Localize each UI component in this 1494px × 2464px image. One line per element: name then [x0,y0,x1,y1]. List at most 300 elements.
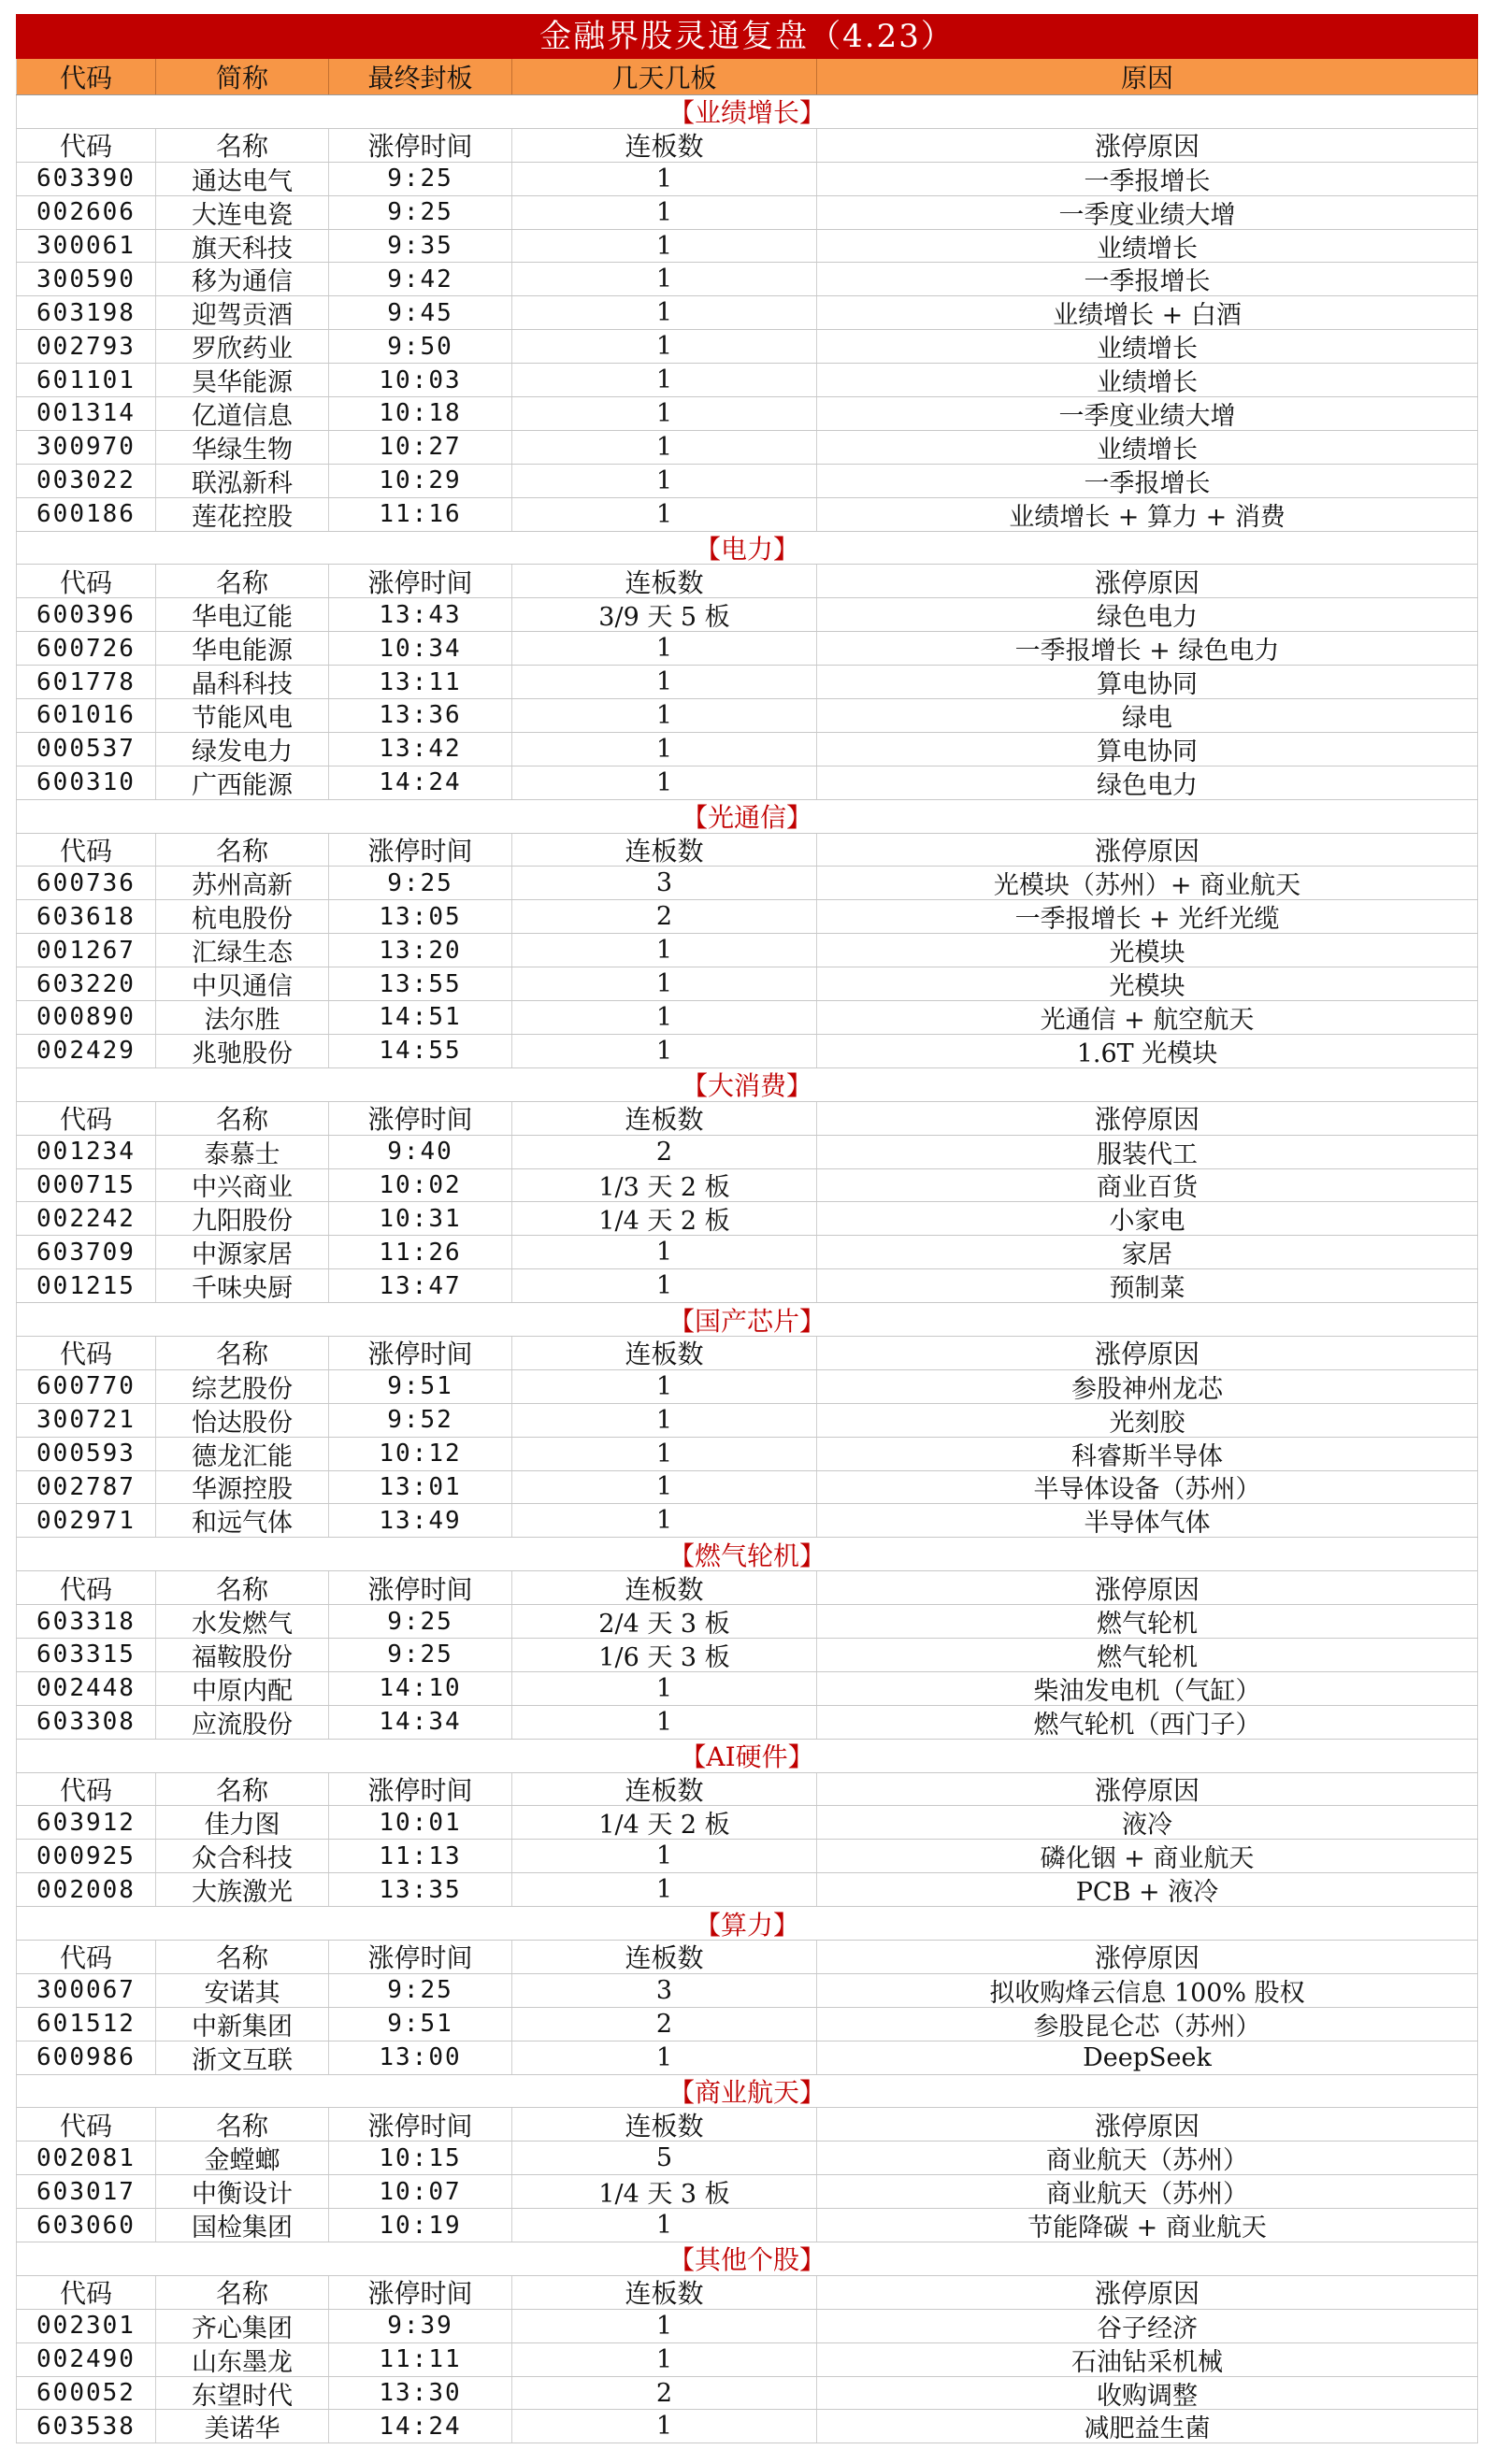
cell-reason: 一季度业绩大增 [817,397,1478,430]
cell-code: 002301 [16,2310,156,2342]
cell-reason: 一季报增长 + 绿色电力 [817,632,1478,665]
cell-limit-time: 13:35 [329,1873,512,1906]
section-title: 【其他个股】 [16,2242,1478,2276]
cell-board-count: 1 [512,2410,817,2443]
table-row [16,1370,1478,1404]
cell-code: 603390 [16,163,156,195]
subheader-board-count: 连板数 [512,1773,817,1806]
cell-code: 603538 [16,2410,156,2443]
cell-code: 000890 [16,1001,156,1034]
cell-code: 002008 [16,1873,156,1906]
cell-reason: 绿电 [817,699,1478,732]
section-subheader-row [16,1102,1478,1136]
subheader-reason: 涨停原因 [817,1571,1478,1604]
cell-reason: 绿色电力 [817,598,1478,631]
cell-reason: 算电协同 [817,733,1478,766]
cell-limit-time: 14:24 [329,2410,512,2443]
subheader-board-count: 连板数 [512,834,817,867]
cell-name: 绿发电力 [156,733,329,766]
cell-name: 中源家居 [156,1236,329,1268]
cell-limit-time: 11:16 [329,498,512,531]
subheader-reason: 涨停原因 [817,2108,1478,2141]
cell-code: 603308 [16,1706,156,1739]
cell-reason: 参股昆仑芯（苏州） [817,2008,1478,2041]
cell-board-count: 1 [512,1236,817,1268]
table-row [16,1001,1478,1035]
cell-code: 001267 [16,934,156,967]
cell-code: 603315 [16,1639,156,1671]
cell-limit-time: 9:25 [329,163,512,195]
subheader-board-count: 连板数 [512,1102,817,1135]
table-row [16,2410,1478,2443]
table-row [16,2377,1478,2411]
table-row [16,1706,1478,1740]
subheader-board-count: 连板数 [512,1571,817,1604]
cell-reason: 商业航天（苏州） [817,2142,1478,2174]
cell-reason: 科睿斯半导体 [817,1438,1478,1470]
table-row [16,230,1478,264]
cell-name: 通达电气 [156,163,329,195]
cell-board-count: 1 [512,163,817,195]
cell-reason: 绿色电力 [817,766,1478,799]
table-row [16,263,1478,296]
section-subheader-row [16,1773,1478,1807]
cell-limit-time: 9:51 [329,1370,512,1403]
cell-board-count: 1 [512,196,817,229]
table-row [16,2343,1478,2377]
subheader-name: 名称 [156,129,329,162]
subheader-limit-time: 涨停时间 [329,1337,512,1369]
cell-name: 齐心集团 [156,2310,329,2342]
subheader-code: 代码 [16,1941,156,1973]
cell-board-count: 1 [512,1471,817,1504]
cell-name: 佳力图 [156,1806,329,1839]
cell-code: 002787 [16,1471,156,1504]
cell-limit-time: 14:55 [329,1035,512,1067]
cell-reason: 1.6T 光模块 [817,1035,1478,1067]
cell-limit-time: 9:40 [329,1136,512,1168]
subheader-limit-time: 涨停时间 [329,2276,512,2309]
cell-limit-time: 13:55 [329,967,512,1000]
cell-code: 300590 [16,263,156,295]
cell-board-count: 1 [512,263,817,295]
subheader-board-count: 连板数 [512,2276,817,2309]
cell-name: 大连电瓷 [156,196,329,229]
cell-limit-time: 13:05 [329,900,512,933]
cell-board-count: 3 [512,867,817,899]
cell-name: 华电辽能 [156,598,329,631]
cell-board-count: 2 [512,1136,817,1168]
subheader-reason: 涨停原因 [817,1337,1478,1369]
cell-board-count: 1 [512,397,817,430]
cell-reason: 业绩增长 + 白酒 [817,296,1478,329]
cell-code: 001234 [16,1136,156,1168]
cell-name: 东望时代 [156,2377,329,2410]
cell-name: 应流股份 [156,1706,329,1739]
column-header-row [16,59,1478,95]
cell-limit-time: 10:27 [329,431,512,464]
cell-name: 莲花控股 [156,498,329,531]
cell-code: 603318 [16,1605,156,1638]
cell-name: 千味央厨 [156,1269,329,1302]
cell-limit-time: 9:51 [329,2008,512,2041]
cell-board-count: 1 [512,1706,817,1739]
cell-code: 603198 [16,296,156,329]
section-title: 【国产芯片】 [16,1303,1478,1337]
cell-name: 罗欣药业 [156,330,329,363]
cell-limit-time: 9:35 [329,230,512,263]
table-row [16,2209,1478,2242]
subheader-board-count: 连板数 [512,1337,817,1369]
cell-name: 山东墨龙 [156,2343,329,2376]
subheader-limit-time: 涨停时间 [329,1102,512,1135]
cell-board-count: 1 [512,2209,817,2242]
cell-name: 中贝通信 [156,967,329,1000]
subheader-code: 代码 [16,1337,156,1369]
cell-board-count: 1 [512,364,817,396]
cell-name: 华电能源 [156,632,329,665]
cell-limit-time: 10:03 [329,364,512,396]
cell-limit-time: 14:24 [329,766,512,799]
cell-limit-time: 9:25 [329,1639,512,1671]
cell-board-count: 1/6 天 3 板 [512,1639,817,1671]
cell-code: 002429 [16,1035,156,1067]
column-header-final-seal: 最终封板 [329,59,512,94]
cell-code: 601101 [16,364,156,396]
table-row [16,1136,1478,1169]
cell-reason: 燃气轮机 [817,1605,1478,1638]
cell-limit-time: 9:50 [329,330,512,363]
cell-name: 浙文互联 [156,2041,329,2074]
subheader-name: 名称 [156,1571,329,1604]
cell-reason: 半导体设备（苏州） [817,1471,1478,1504]
cell-board-count: 5 [512,2142,817,2174]
cell-name: 金螳螂 [156,2142,329,2174]
table-row [16,431,1478,465]
cell-code: 000537 [16,733,156,766]
section-subheader-row [16,2276,1478,2310]
cell-limit-time: 10:02 [329,1169,512,1202]
section-title: 【光通信】 [16,800,1478,834]
cell-limit-time: 14:10 [329,1672,512,1705]
cell-board-count: 1 [512,766,817,799]
section-subheader-row [16,1571,1478,1605]
table-row [16,1974,1478,2008]
cell-limit-time: 13:20 [329,934,512,967]
cell-limit-time: 10:34 [329,632,512,665]
table-row [16,1202,1478,1236]
cell-board-count: 1 [512,296,817,329]
cell-name: 中兴商业 [156,1169,329,1202]
cell-reason: 半导体气体 [817,1504,1478,1537]
cell-code: 300067 [16,1974,156,2007]
cell-code: 601016 [16,699,156,732]
table-row [16,632,1478,666]
subheader-limit-time: 涨停时间 [329,1773,512,1806]
cell-limit-time: 9:25 [329,1974,512,2007]
cell-code: 603220 [16,967,156,1000]
subheader-limit-time: 涨停时间 [329,565,512,597]
table-row [16,967,1478,1001]
subheader-reason: 涨停原因 [817,1941,1478,1973]
cell-code: 002793 [16,330,156,363]
cell-board-count: 3/9 天 5 板 [512,598,817,631]
subheader-name: 名称 [156,1102,329,1135]
table-row [16,1605,1478,1639]
cell-reason: 光通信 + 航空航天 [817,1001,1478,1034]
cell-name: 国检集团 [156,2209,329,2242]
subheader-name: 名称 [156,1941,329,1973]
table-row [16,1672,1478,1706]
cell-name: 杭电股份 [156,900,329,933]
subheader-name: 名称 [156,834,329,867]
table-row [16,1840,1478,1873]
cell-name: 和远气体 [156,1504,329,1537]
table-row [16,296,1478,330]
cell-name: 大族激光 [156,1873,329,1906]
subheader-name: 名称 [156,1773,329,1806]
subheader-code: 代码 [16,1773,156,1806]
table-row [16,1438,1478,1471]
cell-code: 002971 [16,1504,156,1537]
cell-limit-time: 11:26 [329,1236,512,1268]
cell-board-count: 2 [512,2377,817,2410]
cell-limit-time: 10:01 [329,1806,512,1839]
cell-name: 安诺其 [156,1974,329,2007]
cell-board-count: 1 [512,1672,817,1705]
cell-limit-time: 9:25 [329,1605,512,1638]
section-title: 【商业航天】 [16,2075,1478,2109]
cell-reason: 光模块 [817,967,1478,1000]
sheet-title: 金融界股灵通复盘（4.23） [16,14,1478,59]
cell-reason: 家居 [817,1236,1478,1268]
table-row [16,2008,1478,2041]
cell-board-count: 2 [512,900,817,933]
cell-limit-time: 13:43 [329,598,512,631]
cell-code: 603060 [16,2209,156,2242]
cell-limit-time: 11:13 [329,1840,512,1872]
cell-board-count: 2 [512,2008,817,2041]
subheader-limit-time: 涨停时间 [329,1941,512,1973]
cell-limit-time: 9:25 [329,196,512,229]
table-row [16,1236,1478,1269]
cell-board-count: 1/3 天 2 板 [512,1169,817,1202]
section-subheader-row [16,129,1478,163]
subheader-limit-time: 涨停时间 [329,1571,512,1604]
subheader-board-count: 连板数 [512,129,817,162]
cell-board-count: 1 [512,431,817,464]
cell-board-count: 1 [512,632,817,665]
subheader-reason: 涨停原因 [817,1102,1478,1135]
cell-board-count: 1 [512,699,817,732]
subheader-reason: 涨停原因 [817,834,1478,867]
section-title: 【电力】 [16,532,1478,566]
cell-board-count: 1 [512,330,817,363]
section-subheader-row [16,1941,1478,1974]
table-row [16,1806,1478,1840]
cell-limit-time: 10:18 [329,397,512,430]
cell-code: 600310 [16,766,156,799]
section-title: 【AI硬件】 [16,1740,1478,1773]
cell-name: 中新集团 [156,2008,329,2041]
cell-limit-time: 9:45 [329,296,512,329]
cell-reason: 预制菜 [817,1269,1478,1302]
cell-board-count: 1/4 天 3 板 [512,2175,817,2208]
cell-code: 600186 [16,498,156,531]
table-row [16,766,1478,800]
review-sheet [16,14,1478,2443]
cell-board-count: 1 [512,1438,817,1470]
cell-code: 603618 [16,900,156,933]
cell-code: 600986 [16,2041,156,2074]
cell-limit-time: 14:51 [329,1001,512,1034]
subheader-name: 名称 [156,1337,329,1369]
column-header-code: 代码 [16,59,156,94]
cell-limit-time: 13:00 [329,2041,512,2074]
cell-reason: 业绩增长 + 算力 + 消费 [817,498,1478,531]
cell-reason: 业绩增长 [817,431,1478,464]
cell-limit-time: 10:19 [329,2209,512,2242]
cell-reason: 谷子经济 [817,2310,1478,2342]
cell-reason: 收购调整 [817,2377,1478,2410]
subheader-reason: 涨停原因 [817,565,1478,597]
table-row [16,196,1478,230]
table-row [16,2041,1478,2075]
cell-name: 移为通信 [156,263,329,295]
cell-name: 中原内配 [156,1672,329,1705]
cell-reason: 光刻胶 [817,1404,1478,1437]
cell-reason: 算电协同 [817,666,1478,698]
cell-reason: 业绩增长 [817,230,1478,263]
cell-code: 600736 [16,867,156,899]
cell-code: 002490 [16,2343,156,2376]
cell-limit-time: 13:49 [329,1504,512,1537]
cell-reason: 石油钻采机械 [817,2343,1478,2376]
subheader-board-count: 连板数 [512,565,817,597]
cell-reason: 业绩增长 [817,364,1478,396]
cell-limit-time: 10:12 [329,1438,512,1470]
cell-board-count: 1/4 天 2 板 [512,1806,817,1839]
cell-name: 九阳股份 [156,1202,329,1235]
cell-code: 600052 [16,2377,156,2410]
table-row [16,900,1478,934]
table-row [16,465,1478,498]
table-row [16,867,1478,900]
cell-code: 603017 [16,2175,156,2208]
cell-reason: 燃气轮机（西门子） [817,1706,1478,1739]
cell-board-count: 1 [512,498,817,531]
cell-limit-time: 9:52 [329,1404,512,1437]
cell-reason: 燃气轮机 [817,1639,1478,1671]
cell-reason: DeepSeek [817,2041,1478,2074]
section-subheader-row [16,565,1478,598]
cell-code: 002081 [16,2142,156,2174]
cell-name: 华源控股 [156,1471,329,1504]
cell-board-count: 1 [512,1269,817,1302]
table-row [16,2142,1478,2175]
subheader-name: 名称 [156,2108,329,2141]
cell-code: 300061 [16,230,156,263]
cell-limit-time: 13:30 [329,2377,512,2410]
table-row [16,666,1478,699]
cell-code: 001314 [16,397,156,430]
cell-reason: PCB + 液冷 [817,1873,1478,1906]
cell-limit-time: 10:31 [329,1202,512,1235]
cell-reason: 一季报增长 + 光纤光缆 [817,900,1478,933]
subheader-code: 代码 [16,1102,156,1135]
cell-board-count: 2/4 天 3 板 [512,1605,817,1638]
cell-code: 002242 [16,1202,156,1235]
subheader-reason: 涨停原因 [817,2276,1478,2309]
cell-reason: 一季报增长 [817,263,1478,295]
section-title: 【燃气轮机】 [16,1538,1478,1571]
cell-code: 603709 [16,1236,156,1268]
cell-limit-time: 11:11 [329,2343,512,2376]
cell-board-count: 1 [512,1001,817,1034]
cell-limit-time: 14:34 [329,1706,512,1739]
cell-limit-time: 13:47 [329,1269,512,1302]
cell-limit-time: 9:42 [329,263,512,295]
cell-code: 003022 [16,465,156,497]
cell-limit-time: 13:01 [329,1471,512,1504]
cell-limit-time: 13:42 [329,733,512,766]
cell-board-count: 1 [512,1404,817,1437]
table-row [16,2310,1478,2343]
subheader-board-count: 连板数 [512,1941,817,1973]
cell-name: 亿道信息 [156,397,329,430]
cell-board-count: 1 [512,2310,817,2342]
table-row [16,1035,1478,1068]
subheader-code: 代码 [16,129,156,162]
cell-board-count: 1 [512,2343,817,2376]
table-row [16,330,1478,364]
cell-name: 德龙汇能 [156,1438,329,1470]
column-header-boards: 几天几板 [512,59,817,94]
table-row [16,1504,1478,1538]
subheader-code: 代码 [16,2276,156,2309]
cell-reason: 商业航天（苏州） [817,2175,1478,2208]
subheader-code: 代码 [16,1571,156,1604]
cell-name: 综艺股份 [156,1370,329,1403]
table-row [16,397,1478,431]
cell-board-count: 1 [512,967,817,1000]
cell-reason: 柴油发电机（气缸） [817,1672,1478,1705]
cell-code: 000593 [16,1438,156,1470]
table-row [16,699,1478,733]
cell-name: 华绿生物 [156,431,329,464]
table-row [16,934,1478,967]
table-row [16,364,1478,397]
cell-code: 600396 [16,598,156,631]
cell-name: 联泓新科 [156,465,329,497]
cell-code: 601512 [16,2008,156,2041]
cell-reason: 一季报增长 [817,163,1478,195]
subheader-name: 名称 [156,565,329,597]
section-subheader-row [16,2108,1478,2142]
subheader-limit-time: 涨停时间 [329,2108,512,2141]
cell-name: 兆驰股份 [156,1035,329,1067]
cell-limit-time: 9:25 [329,867,512,899]
cell-code: 000715 [16,1169,156,1202]
cell-name: 广西能源 [156,766,329,799]
table-row [16,163,1478,196]
cell-reason: 业绩增长 [817,330,1478,363]
cell-limit-time: 13:36 [329,699,512,732]
table-row [16,1873,1478,1907]
cell-limit-time: 10:15 [329,2142,512,2174]
cell-reason: 一季报增长 [817,465,1478,497]
cell-name: 泰慕士 [156,1136,329,1168]
